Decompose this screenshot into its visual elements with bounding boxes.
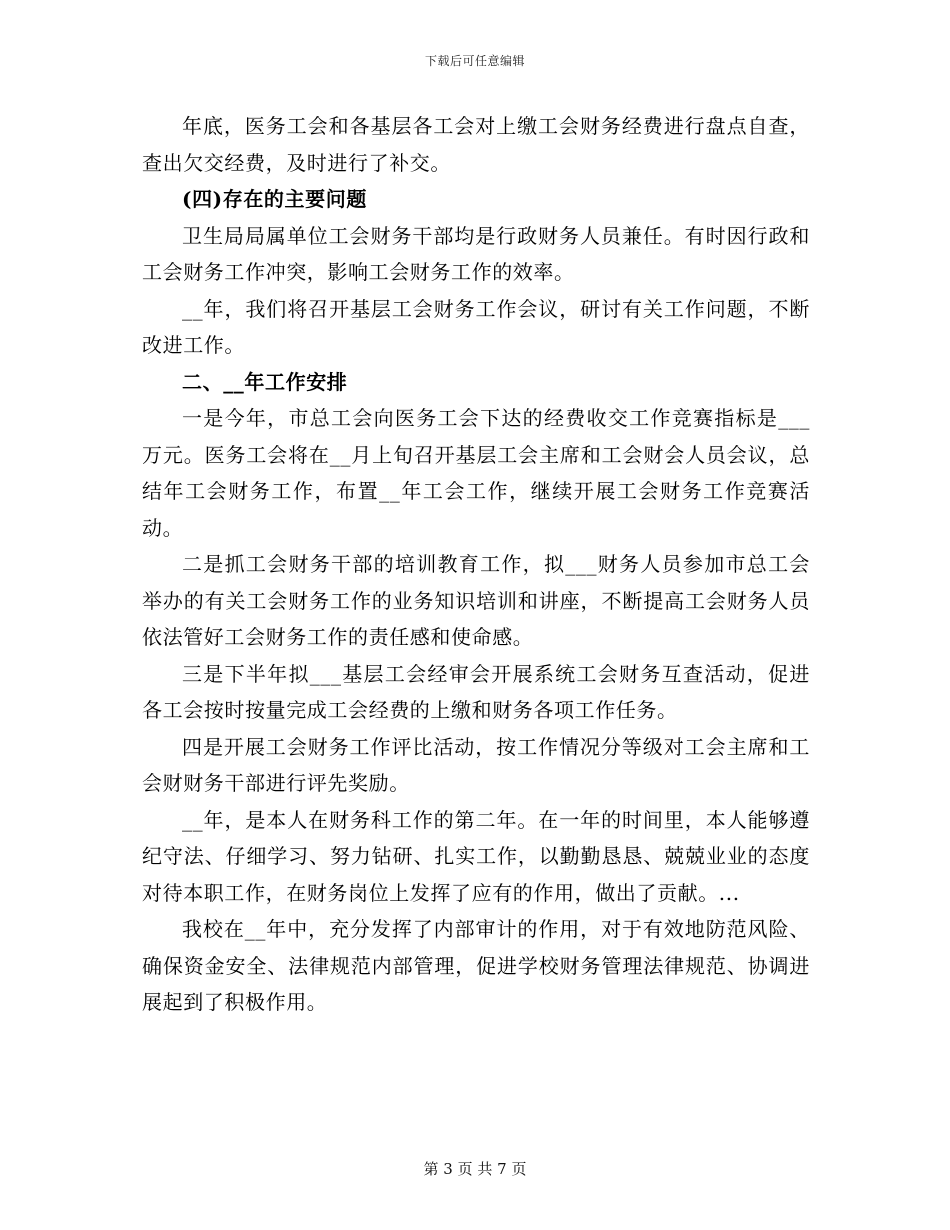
section-heading: (四)存在的主要问题 <box>182 187 367 211</box>
page-header: 下载后可任意编辑 <box>424 54 525 68</box>
paragraph: __年，我们将召开基层工会财务工作会议，研讨有关工作问题，不断改进工作。 <box>142 296 810 357</box>
paragraph: 年底，医务工会和各基层各工会对上缴工会财务经费进行盘点自查，查出欠交经费，及时进行了补交。 <box>142 114 810 175</box>
document-body <box>142 108 810 1021</box>
paragraph: 二是抓工会财务干部的培训教育工作，拟___财务人员参加市总工会举办的有关工会财务工作的业务知识培训和讲座，不断提高工会财务人员依法管好工会财务工作的责任感和使命感。 <box>142 552 810 649</box>
section-heading: 二、__年工作安排 <box>182 369 348 394</box>
page-number: 第 3 页 共 7 页 <box>423 1160 527 1178</box>
paragraph: 四是开展工会财务工作评比活动，按工作情况分等级对工会主席和工会财财务干部进行评先奖励。 <box>142 734 810 795</box>
paragraph: 三是下半年拟___基层工会经审会开展系统工会财务互查活动，促进各工会按时按量完成工会经费的上缴和财务各项工作任务。 <box>142 661 810 722</box>
paragraph: __年，是本人在财务科工作的第二年。在一年的时间里，本人能够遵纪守法、仔细学习、努力钻研、扎实工作，以勤勤恳恳、兢兢业业的态度对待本职工作，在财务岗位上发挥了应有的作用，做出了贡献。... <box>142 807 810 905</box>
paragraph: 我校在__年中，充分发挥了内部审计的作用，对于有效地防范风险、确保资金安全、法律规范内部管理，促进学校财务管理法律规范、协调进展起到了积极作用。 <box>142 917 810 1014</box>
paragraph: 一是今年，市总工会向医务工会下达的经费收交工作竞赛指标是___万元。医务工会将在__月上旬召开基层工会主席和工会财会人员会议，总结年工会财务工作，布置__年工会工作，继续开展工会财务工作竞赛活动。 <box>142 406 810 540</box>
paragraph: 卫生局局属单位工会财务干部均是行政财务人员兼任。有时因行政和工会财务工作冲突，影响工会财务工作的效率。 <box>142 223 810 284</box>
